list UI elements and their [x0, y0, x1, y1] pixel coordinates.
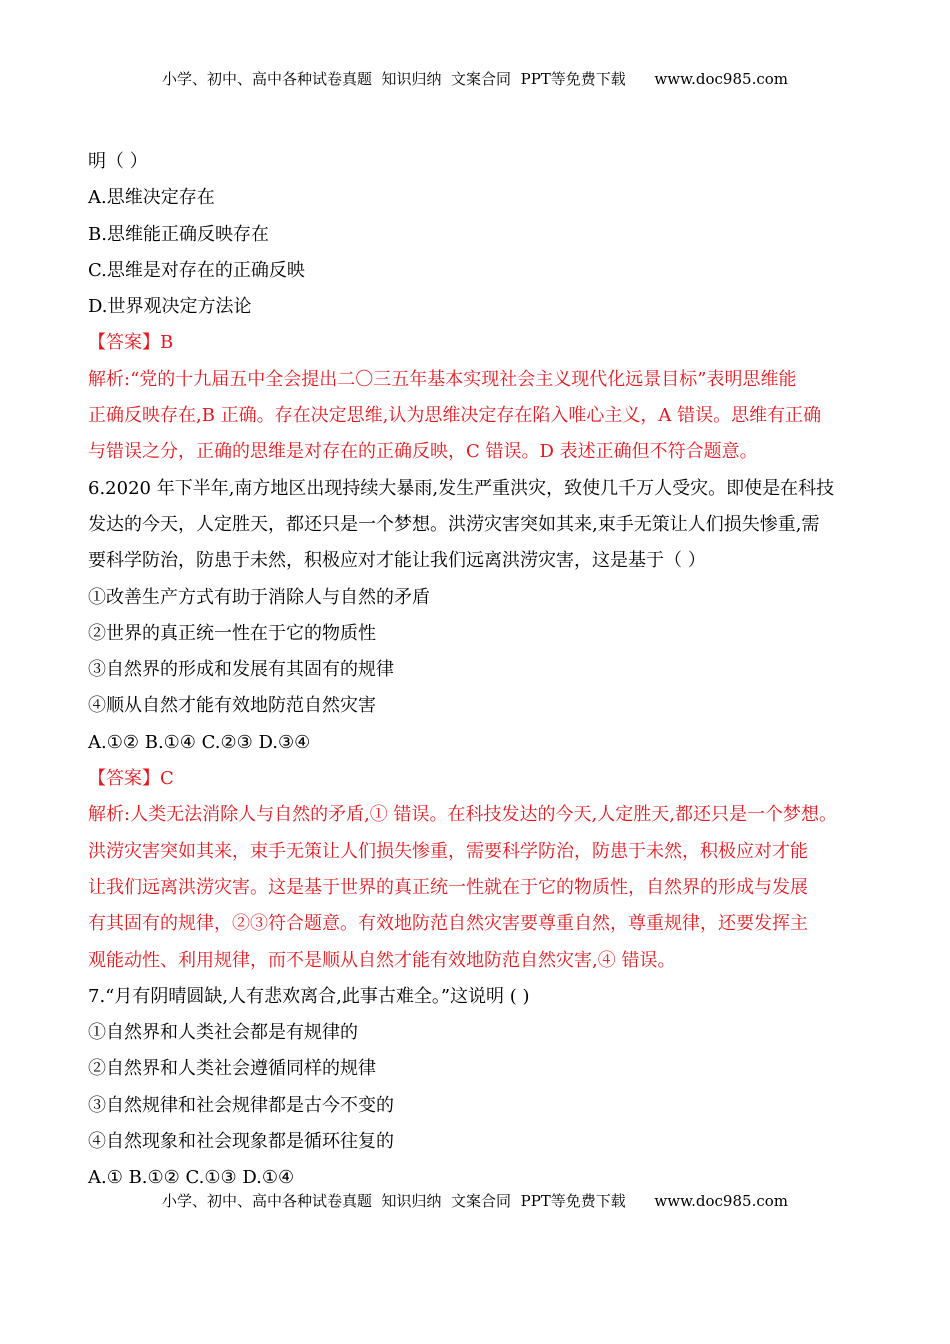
question-stem-continuation: 明（ ） — [88, 151, 148, 172]
option-b: B.思维能正确反映存在 — [88, 223, 269, 245]
option-c: C.思维是对存在的正确反映 — [88, 259, 305, 281]
question-6-stem: 6.2020 年下半年,南方地区出现持续大暴雨,发生严重洪灾，致使几千万人受灾。即使是在科技 — [88, 477, 835, 499]
statement-2: ②自然界和人类社会遵循同样的规律 — [88, 1058, 376, 1080]
page-footer: 小学、初中、高中各种试卷真题 知识归纳 文案合同 PPT等免费下载 www.doc985.com — [161, 1192, 788, 1210]
analysis-line: 与错误之分，正确的思维是对存在的正确反映，C 错误。D 表述正确但不符合题意。 — [88, 441, 758, 463]
statement-3: ③自然界的形成和发展有其固有的规律 — [88, 659, 394, 681]
answer-label: 【答案】B — [88, 332, 174, 354]
analysis-line: 正确反映存在,B 正确。存在决定思维,认为思维决定存在陷入唯心主义，A 错误。思维有正确 — [88, 405, 822, 427]
analysis-line: 有其固有的规律，②③符合题意。有效地防范自然灾害要尊重自然，尊重规律，还要发挥主 — [88, 913, 808, 935]
question-7-options: A.① B.①② C.①③ D.①④ — [88, 1167, 295, 1189]
statement-4: ④自然现象和社会现象都是循环往复的 — [88, 1131, 394, 1153]
statement-4: ④顺从自然才能有效地防范自然灾害 — [88, 695, 376, 717]
analysis-line: 解析:人类无法消除人与自然的矛盾,① 错误。在科技发达的今天,人定胜天,都还只是一个梦想。 — [88, 804, 837, 826]
question-6-stem: 要科学防治，防患于未然，积极应对才能让我们远离洪涝灾害，这是基于（ ） — [88, 550, 706, 572]
document-body — [88, 144, 888, 1197]
page-header: 小学、初中、高中各种试卷真题 知识归纳 文案合同 PPT等免费下载 www.doc985.com — [161, 70, 788, 88]
statement-2: ②世界的真正统一性在于它的物质性 — [88, 622, 376, 644]
analysis-line: 让我们远离洪涝灾害。这是基于世界的真正统一性就在于它的物质性，自然界的形成与发展 — [88, 876, 808, 898]
question-6-stem: 发达的今天，人定胜天，都还只是一个梦想。洪涝灾害突如其来,束手无策让人们损失惨重,需 — [88, 513, 820, 535]
option-a: A.思维决定存在 — [88, 187, 215, 209]
analysis-line: 洪涝灾害突如其来，束手无策让人们损失惨重，需要科学防治，防患于未然，积极应对才能 — [88, 840, 808, 862]
question-7-stem: 7.“月有阴晴圆缺,人有悲欢离合,此事古难全。”这说明 ( ) — [88, 985, 530, 1007]
analysis-line: 解析:“党的十九届五中全会提出二〇三五年基本实现社会主义现代化远景目标”表明思维能 — [88, 368, 797, 390]
statement-1: ①自然界和人类社会都是有规律的 — [88, 1022, 358, 1044]
option-d: D.世界观决定方法论 — [88, 296, 252, 318]
statement-3: ③自然规律和社会规律都是古今不变的 — [88, 1094, 394, 1116]
answer-label: 【答案】C — [88, 768, 174, 790]
question-6-options: A.①② B.①④ C.②③ D.③④ — [88, 731, 311, 753]
statement-1: ①改善生产方式有助于消除人与自然的矛盾 — [88, 586, 430, 608]
analysis-line: 观能动性、利用规律，而不是顺从自然才能有效地防范自然灾害,④ 错误。 — [88, 949, 676, 971]
